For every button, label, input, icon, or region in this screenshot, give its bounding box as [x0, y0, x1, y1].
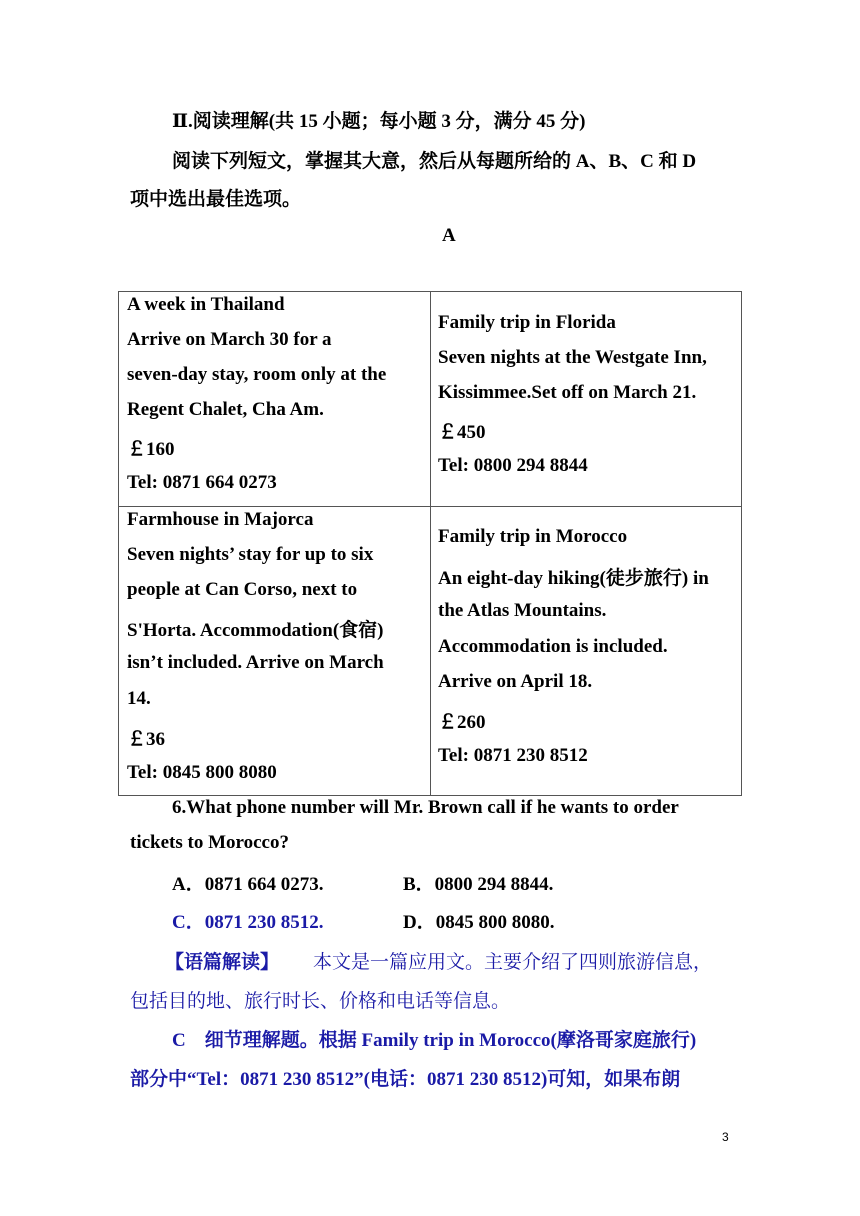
ad-title: Farmhouse in Majorca: [127, 509, 314, 530]
question-line-1: 6.What phone number will Mr. Brown call if he wants to order: [172, 797, 679, 818]
ad-phone: Tel: 0871 664 0273: [127, 472, 277, 493]
ad-phone: Tel: 0800 294 8844: [438, 455, 588, 476]
option-c-correct: C．0871 230 8512.: [172, 912, 324, 933]
question-line-2: tickets to Morocco?: [130, 832, 289, 853]
ad-price: ￡450: [438, 422, 486, 443]
ad-line: Seven nights’ stay for up to six: [127, 544, 374, 565]
analysis-text-2: 包括目的地、旅行时长、价格和电话等信息。: [130, 991, 511, 1012]
ad-line: Arrive on March 30 for a: [127, 329, 332, 350]
ad-line: isn’t included. Arrive on March: [127, 652, 384, 673]
ad-line: Regent Chalet, Cha Am.: [127, 399, 324, 420]
ad-line: 14.: [127, 688, 151, 709]
table-column-divider: [430, 291, 431, 796]
ad-cell-florida: [438, 312, 707, 490]
ad-price: ￡260: [438, 712, 486, 733]
ad-price: ￡160: [127, 439, 175, 460]
ad-cell-morocco: [438, 526, 709, 780]
answer-explanation-2: 部分中“Tel：0871 230 8512”(电话：0871 230 8512)可知，如果布朗: [130, 1069, 681, 1090]
instruction-line-1: 阅读下列短文，掌握其大意，然后从每题所给的 A、B、C 和 D: [172, 151, 697, 172]
option-b: B．0800 294 8844.: [403, 874, 554, 895]
section-heading: Ⅱ.阅读理解(共 15 小题；每小题 3 分，满分 45 分): [172, 111, 586, 132]
ad-line: An eight-day hiking(徒步旅行) in: [438, 568, 709, 589]
ad-line: people at Can Corso, next to: [127, 579, 358, 600]
ad-title: A week in Thailand: [127, 294, 285, 315]
option-a: A．0871 664 0273.: [172, 874, 324, 895]
ad-line: seven-day stay, room only at the: [127, 364, 387, 385]
analysis-text-1: 本文是一篇应用文。主要介绍了四则旅游信息，: [313, 952, 713, 973]
ad-line: S'Horta. Accommodation(食宿): [127, 620, 384, 641]
ad-cell-thailand: [127, 294, 386, 507]
passage-label: A: [442, 225, 456, 246]
instruction-line-2: 项中选出最佳选项。: [130, 189, 302, 210]
ad-price: ￡36: [127, 729, 166, 750]
ad-title: Family trip in Florida: [438, 312, 616, 333]
ad-title: Family trip in Morocco: [438, 526, 628, 547]
page-number: 3: [722, 1130, 729, 1144]
option-d: D．0845 800 8080.: [403, 912, 555, 933]
ad-cell-majorca: [127, 509, 384, 797]
ad-phone: Tel: 0845 800 8080: [127, 762, 277, 783]
ad-line: the Atlas Mountains.: [438, 600, 607, 621]
ad-phone: Tel: 0871 230 8512: [438, 745, 588, 766]
ad-line: Accommodation is included.: [438, 636, 668, 657]
ad-line: Kissimmee.Set off on March 21.: [438, 382, 697, 403]
ad-line: Seven nights at the Westgate Inn,: [438, 347, 707, 368]
analysis-tag: 【语篇解读】: [165, 952, 280, 973]
ad-line: Arrive on April 18.: [438, 671, 593, 692]
answer-explanation-1: C 细节理解题。根据 Family trip in Morocco(摩洛哥家庭旅行): [172, 1030, 697, 1051]
